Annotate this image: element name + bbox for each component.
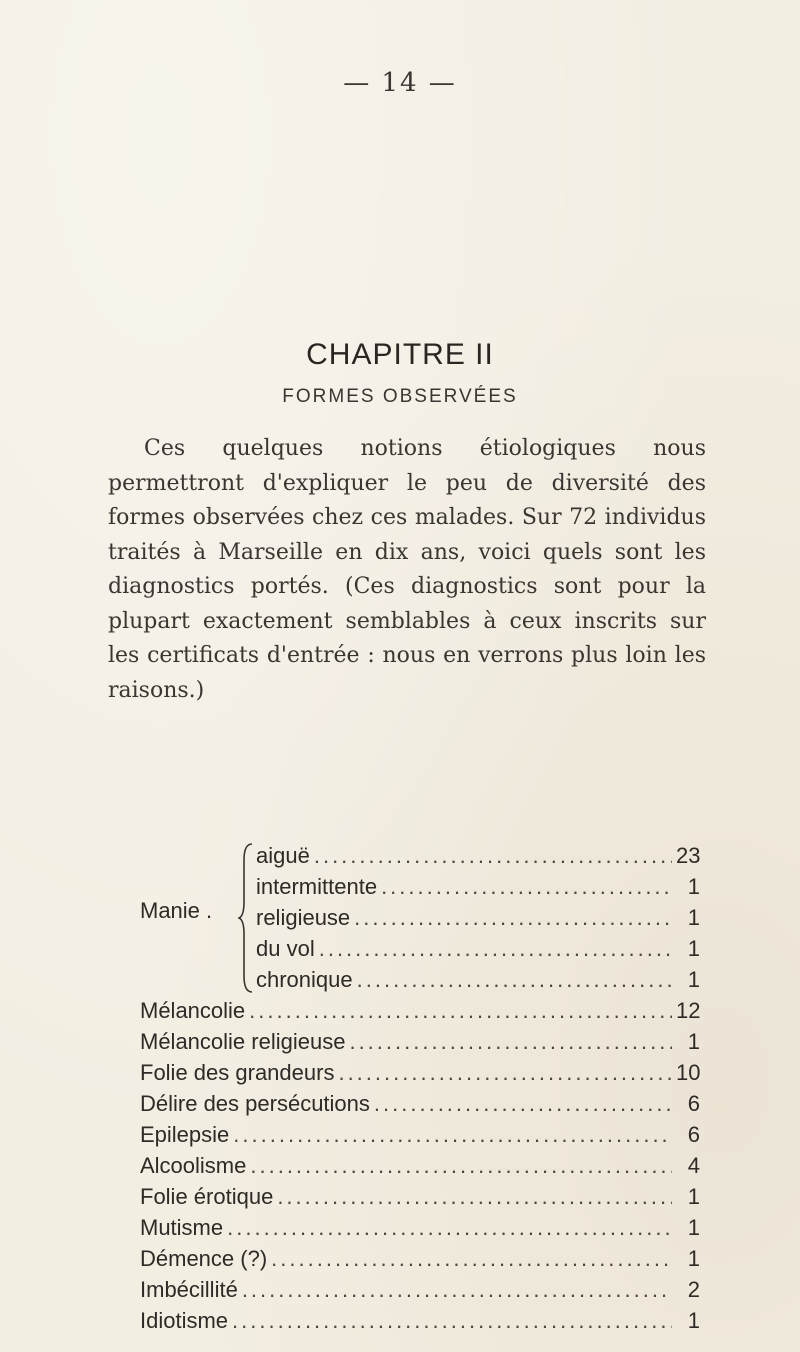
row-label: Folie érotique xyxy=(140,1184,274,1209)
row-value: 12 xyxy=(676,998,701,1023)
leader-dots xyxy=(374,1088,672,1119)
leader-dots xyxy=(277,1181,672,1212)
diagnostics-list xyxy=(140,995,700,1336)
row-label: religieuse xyxy=(256,905,351,930)
table-row xyxy=(256,902,700,933)
row-value: 1 xyxy=(687,1308,700,1333)
leader-dots xyxy=(354,902,672,933)
table-row xyxy=(140,1274,700,1305)
row-label: chronique xyxy=(256,967,353,992)
table-row xyxy=(140,1212,700,1243)
row-value: 1 xyxy=(687,1215,700,1240)
table-row xyxy=(140,1243,700,1274)
leader-dots xyxy=(249,995,672,1026)
leader-dots xyxy=(250,1150,672,1181)
row-value: 1 xyxy=(687,1184,700,1209)
leader-dots xyxy=(357,964,672,995)
row-label: Folie des grandeurs xyxy=(140,1060,335,1085)
table-row xyxy=(140,1088,700,1119)
row-value: 1 xyxy=(687,1246,700,1271)
leader-dots xyxy=(227,1212,672,1243)
row-label: du vol xyxy=(256,936,315,961)
diagnostics-table xyxy=(140,840,700,1336)
section-title: FORMES OBSERVÉES xyxy=(282,386,518,407)
chapter-title: CHAPITRE II xyxy=(306,338,494,371)
row-label: Imbécillité xyxy=(140,1277,238,1302)
row-label: Alcoolisme xyxy=(140,1153,247,1178)
row-value: 1 xyxy=(687,1029,700,1054)
row-label: Mélancolie xyxy=(140,998,246,1023)
row-label: Epilepsie xyxy=(140,1122,230,1147)
leader-dots xyxy=(338,1057,672,1088)
leader-dots xyxy=(271,1243,672,1274)
row-value: 1 xyxy=(687,905,700,930)
leader-dots xyxy=(232,1305,672,1336)
row-value: 1 xyxy=(687,967,700,992)
row-value: 6 xyxy=(687,1091,700,1116)
manie-group xyxy=(140,840,700,995)
table-row xyxy=(140,1057,700,1088)
table-row xyxy=(140,1181,700,1212)
leader-dots xyxy=(314,840,672,871)
row-label: Mutisme xyxy=(140,1215,224,1240)
table-row xyxy=(140,995,700,1026)
table-row xyxy=(140,1026,700,1057)
manie-label: Manie . xyxy=(140,898,213,923)
brace-icon xyxy=(238,840,254,995)
table-row xyxy=(256,933,700,964)
row-label: intermittente xyxy=(256,874,378,899)
intro-paragraph: Ces quelques notions étiologiques nous permettront d'expliquer le peu de diversité des formes observées chez ces malades. Sur 72 individus traités à Marseille en dix ans, voici quels sont les diagnostics portés. (Ces diagnostics sont pour la plupart exactement semblables à ceux inscrits sur les certificats d'entrée : nous en verrons plus loin les raisons.) xyxy=(108,436,706,703)
row-label: aiguë xyxy=(256,843,310,868)
leader-dots xyxy=(319,933,672,964)
row-label: Démence (?) xyxy=(140,1246,268,1271)
page-number: — 14 — xyxy=(343,68,457,98)
row-label: Mélancolie religieuse xyxy=(140,1029,346,1054)
table-row xyxy=(256,840,700,871)
table-row xyxy=(140,1119,700,1150)
leader-dots xyxy=(233,1119,672,1150)
table-row xyxy=(256,964,700,995)
row-label: Idiotisme xyxy=(140,1308,229,1333)
row-value: 1 xyxy=(687,936,700,961)
row-value: 4 xyxy=(687,1153,700,1178)
table-row xyxy=(140,1150,700,1181)
table-row xyxy=(256,871,700,902)
table-row xyxy=(140,1305,700,1336)
leader-dots xyxy=(242,1274,672,1305)
row-value: 23 xyxy=(676,843,701,868)
row-value: 10 xyxy=(676,1060,701,1085)
row-value: 6 xyxy=(687,1122,700,1147)
row-value: 1 xyxy=(687,874,700,899)
leader-dots xyxy=(381,871,672,902)
leader-dots xyxy=(349,1026,672,1057)
manie-subtypes xyxy=(256,840,700,995)
row-value: 2 xyxy=(687,1277,700,1302)
row-label: Délire des persécutions xyxy=(140,1091,370,1116)
